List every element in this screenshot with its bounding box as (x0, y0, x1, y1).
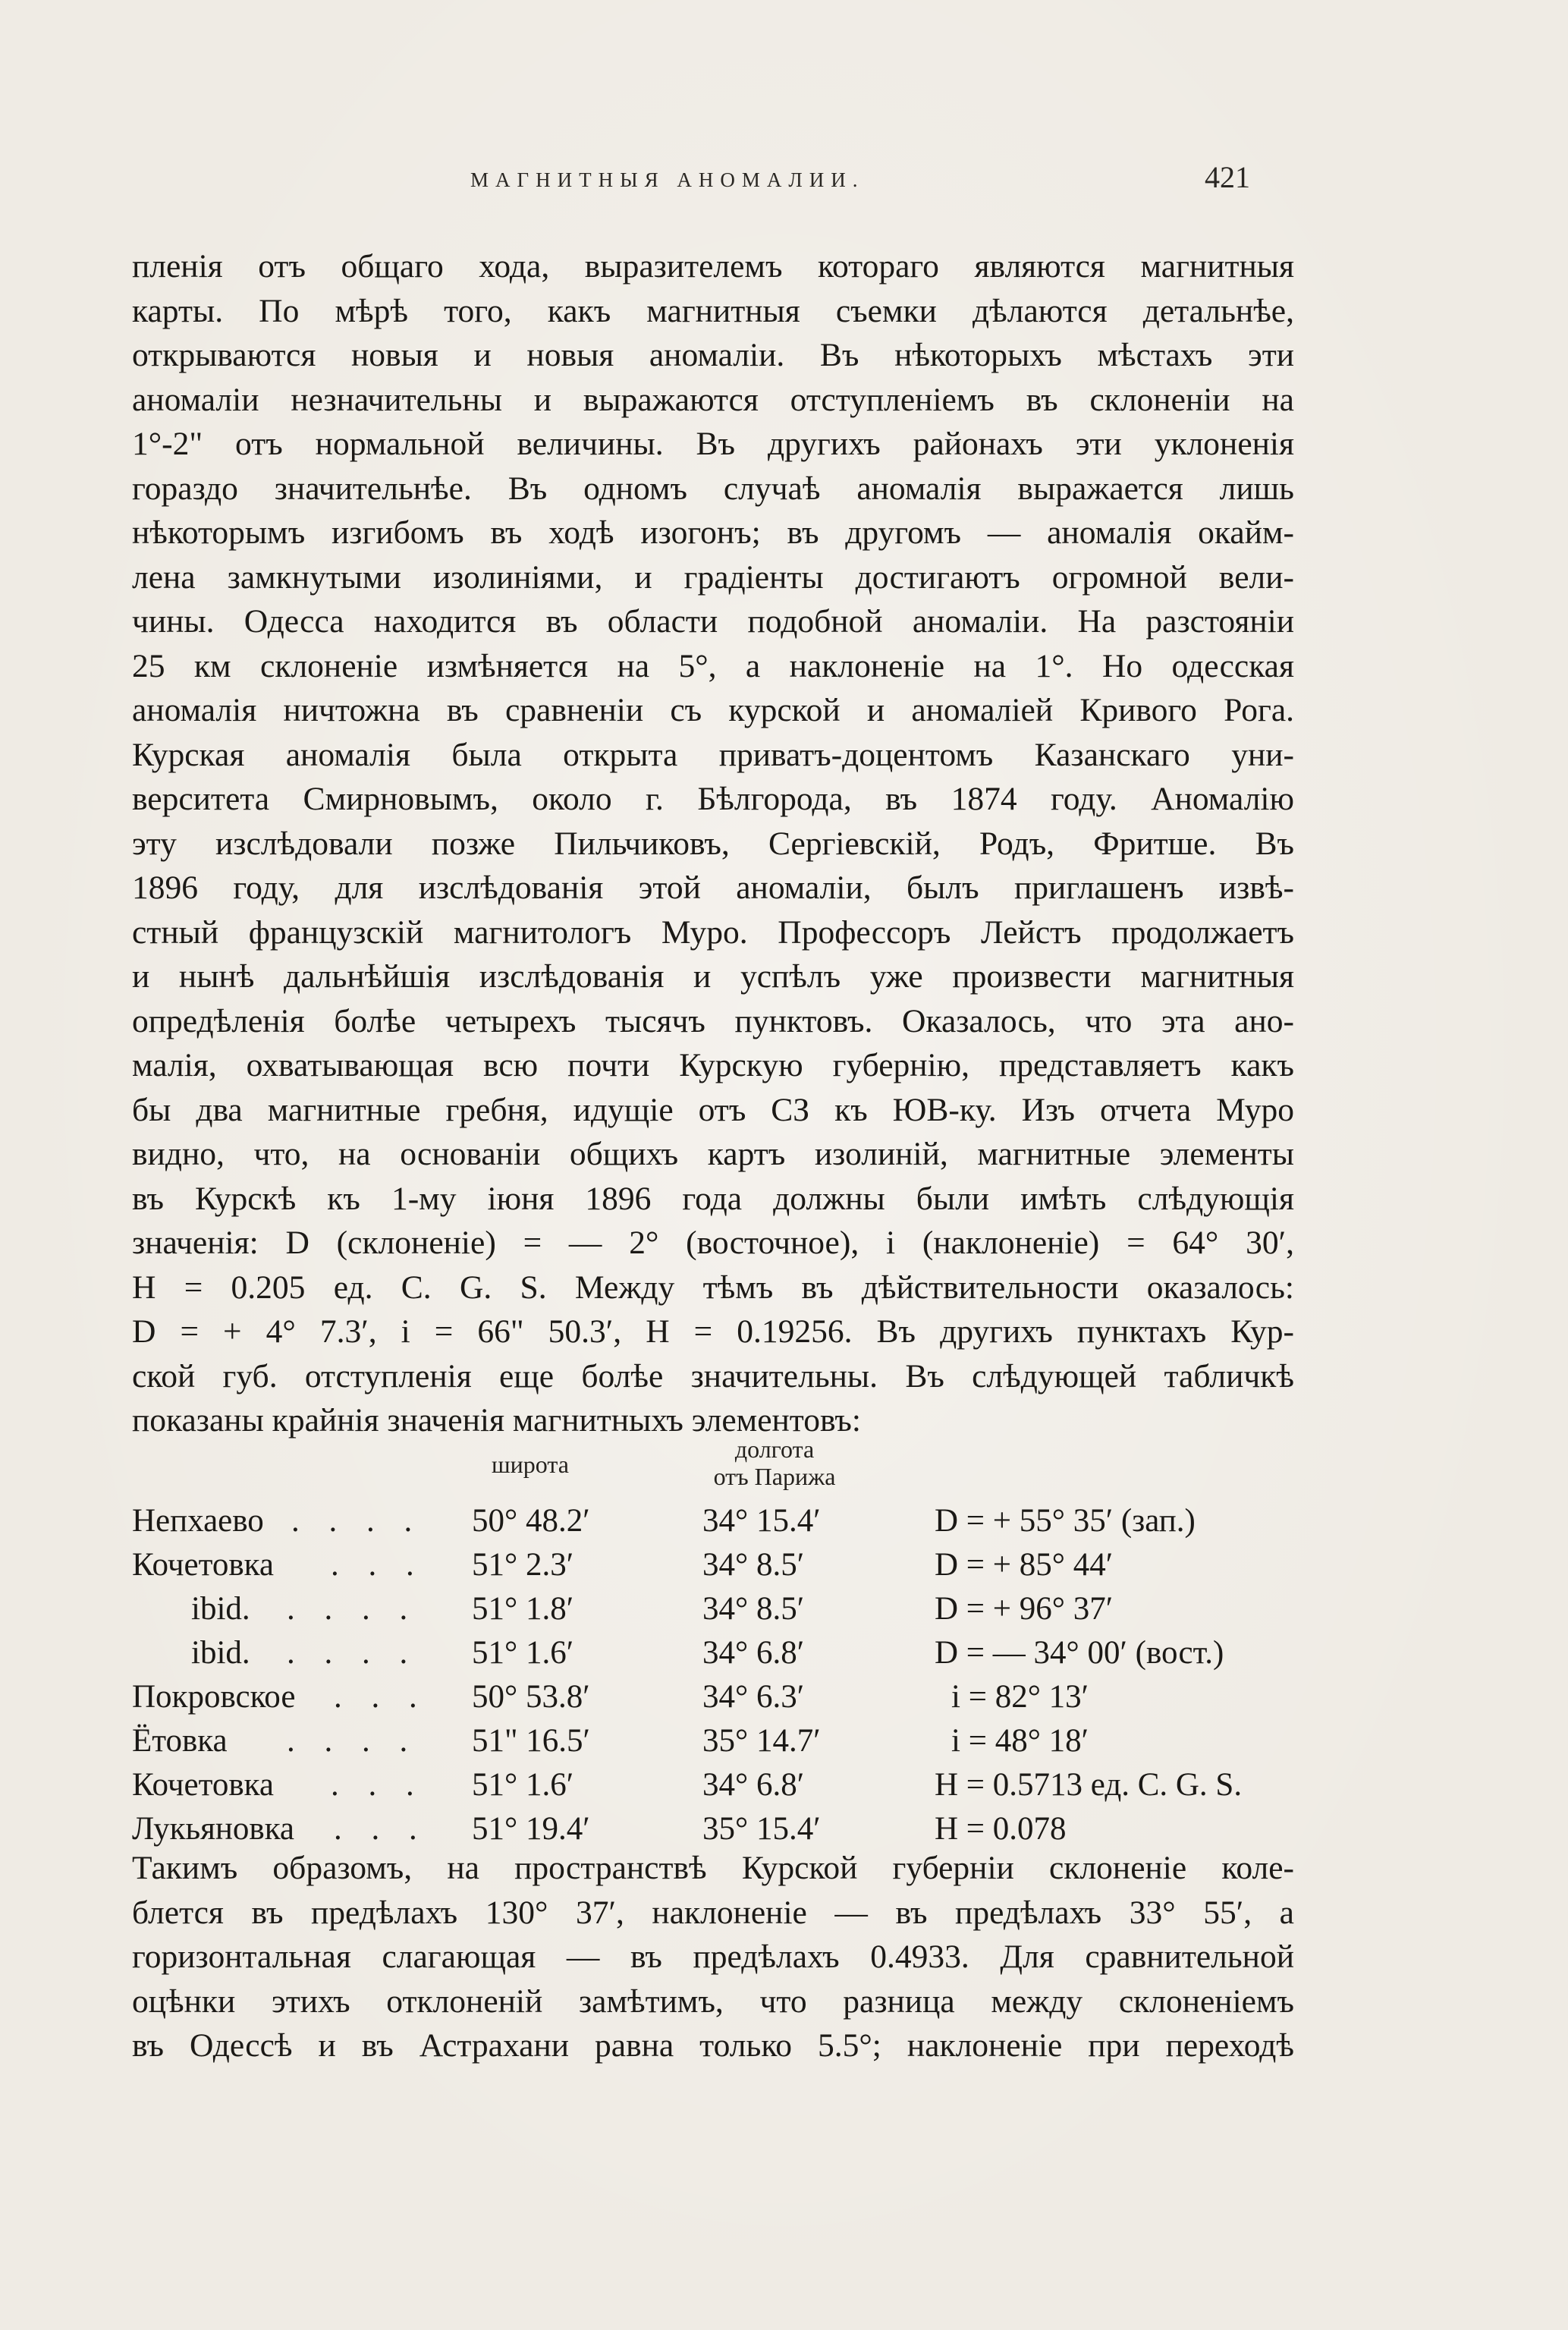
text-line: H = 0.205 ед. C. G. S. Между тѣмъ въ дѣйствительности оказалось: (132, 1269, 1294, 1306)
text-line: 1°-2" отъ нормальной величины. Въ другихъ районахъ эти уклоненія (132, 426, 1294, 462)
table-row (132, 1719, 1315, 1763)
leader-dots: . . . . (291, 1503, 423, 1539)
text-line: ской губ. отступленія еще болѣе значительны. Въ слѣдующей табличкѣ (132, 1357, 1294, 1395)
text-line: чины. Одесса находится въ области подобной аномаліи. На разстояніи (132, 603, 1294, 640)
text-line: бы два магнитные гребня, идущіе отъ СЗ къ ЮВ-ку. Изъ отчета Муро (132, 1091, 1294, 1128)
text-line: аномалія ничтожна въ сравненіи съ курской и аномаліей Кривого Рога. (132, 692, 1294, 728)
longitude-value: 34° 6.8′ (702, 1767, 805, 1803)
text-line: въ Курскѣ къ 1-му іюня 1896 года должны были имѣть слѣдующія (132, 1180, 1294, 1217)
place-name: Ётовка (132, 1723, 228, 1759)
leader-dots: . . . . (287, 1591, 419, 1627)
element-value: H = 0.078 (935, 1811, 1067, 1847)
text-line: показаны крайнія значенія магнитныхъ элементовъ: (132, 1402, 862, 1439)
column-header-longitude-line2: отъ Парижа (713, 1463, 836, 1490)
longitude-value: 34° 15.4′ (702, 1503, 821, 1539)
element-value: i = 48° 18′ (951, 1723, 1089, 1759)
text-line: и нынѣ дальнѣйшія изслѣдованія и успѣлъ уже произвести магнитныя (132, 958, 1294, 995)
longitude-value: 34° 8.5′ (702, 1547, 805, 1583)
longitude-value: 34° 6.3′ (702, 1679, 805, 1715)
text-line: видно, что, на основаніи общихъ картъ изолиній, магнитные элементы (132, 1136, 1294, 1172)
table-row (132, 1631, 1315, 1675)
text-line: въ Одессѣ и въ Астрахани равна только 5.5°; наклоненіе при переходѣ (132, 2027, 1294, 2064)
leader-dots: . . . . (287, 1635, 419, 1671)
latitude-value: 51° 1.6′ (472, 1635, 574, 1671)
place-name: Кочетовка (132, 1767, 274, 1803)
text-line: блется въ предѣлахъ 130° 37′, наклоненіе — въ предѣлахъ 33° 55′, а (132, 1894, 1294, 1931)
latitude-value: 51° 1.8′ (472, 1591, 574, 1627)
text-line: Курская аномалія была открыта приватъ-доцентомъ Казанскаго уни- (132, 736, 1294, 773)
latitude-value: 51° 19.4′ (472, 1811, 590, 1847)
place-name: ibid. (191, 1591, 250, 1627)
leader-dots: . . . (331, 1547, 425, 1583)
text-line: нѣкоторымъ изгибомъ въ ходѣ изогонъ; въ другомъ — аномалія окайм- (132, 514, 1294, 551)
latitude-value: 50° 48.2′ (472, 1503, 590, 1539)
text-line: 1896 году, для изслѣдованія этой аномаліи, былъ приглашенъ извѣ- (132, 869, 1294, 906)
element-value: D = + 55° 35′ (зап.) (935, 1503, 1196, 1539)
latitude-value: 51" 16.5′ (472, 1723, 590, 1759)
magnetic-elements-table (132, 1434, 1315, 1847)
longitude-value: 35° 14.7′ (702, 1723, 821, 1759)
element-value: D = + 96° 37′ (935, 1591, 1114, 1627)
page-number: 421 (1205, 160, 1250, 194)
longitude-value: 34° 6.8′ (702, 1635, 805, 1671)
text-line: эту изслѣдовали позже Пильчиковъ, Сергіевскій, Родъ, Фритше. Въ (132, 825, 1294, 862)
latitude-value: 50° 53.8′ (472, 1679, 590, 1715)
place-name: Непхаево (132, 1503, 264, 1539)
latitude-value: 51° 1.6′ (472, 1767, 574, 1803)
element-value: H = 0.5713 ед. C. G. S. (935, 1767, 1243, 1803)
text-line: пленія отъ общаго хода, выразителемъ котораго являются магнитныя (132, 248, 1294, 285)
place-name: ibid. (191, 1635, 250, 1671)
leader-dots: . . . (331, 1767, 425, 1803)
table-row (132, 1499, 1315, 1543)
leader-dots: . . . . (287, 1723, 419, 1759)
text-line: карты. По мѣрѣ того, какъ магнитныя съемки дѣлаются детальнѣе, (132, 292, 1294, 329)
longitude-value: 35° 15.4′ (702, 1811, 821, 1847)
longitude-value: 34° 8.5′ (702, 1591, 805, 1627)
text-line: верситета Смирновымъ, около г. Бѣлгорода, въ 1874 году. Аномалію (132, 781, 1294, 817)
table-row (132, 1543, 1315, 1587)
leader-dots: . . . (334, 1811, 428, 1847)
place-name: Кочетовка (132, 1547, 274, 1583)
latitude-value: 51° 2.3′ (472, 1547, 574, 1583)
text-line: D = + 4° 7.3′, i = 66" 50.3′, H = 0.19256. Въ другихъ пунктахъ Кур- (132, 1313, 1294, 1350)
text-line: оцѣнки этихъ отклоненій замѣтимъ, что разница между склоненіемъ (132, 1983, 1294, 2020)
running-title: МАГНИТНЫЯ АНОМАЛИИ. (470, 168, 865, 191)
text-line: 25 км склоненіе измѣняется на 5°, а наклоненіе на 1°. Но одесская (132, 647, 1294, 684)
closing-paragraph (132, 1846, 1294, 2068)
text-line: открываются новыя и новыя аномаліи. Въ нѣкоторыхъ мѣстахъ эти (132, 337, 1294, 373)
text-line: лена замкнутыми изолиніями, и градіенты достигаютъ огромной вели- (132, 558, 1294, 596)
text-line: малія, охватывающая всю почти Курскую губернію, представляетъ какъ (132, 1047, 1294, 1083)
place-name: Покровское (132, 1679, 296, 1715)
text-line: стный французскій магнитологъ Муро. Профессоръ Лейстъ продолжаетъ (132, 913, 1294, 951)
text-line: гораздо значительнѣе. Въ одномъ случаѣ аномалія выражается лишь (132, 470, 1294, 507)
column-header-longitude-line1: долгота (734, 1435, 815, 1463)
leader-dots: . . . (334, 1679, 428, 1715)
main-paragraph (132, 244, 1294, 1443)
element-value: D = — 34° 00′ (вост.) (935, 1635, 1224, 1671)
text-line: горизонтальная слагающая — въ предѣлахъ 0.4933. Для сравнительной (132, 1939, 1294, 1975)
text-line: Такимъ образомъ, на пространствѣ Курской губерніи склоненіе коле- (132, 1850, 1294, 1886)
table-row (132, 1807, 1315, 1851)
table-row (132, 1675, 1315, 1719)
place-name: Лукьяновка (132, 1811, 295, 1847)
text-line: опредѣленія болѣе четырехъ тысячъ пунктовъ. Оказалось, что эта ано- (132, 1002, 1294, 1039)
column-header-latitude: широта (492, 1451, 569, 1478)
text-line: значенія: D (склоненіе) = — 2° (восточное), i (наклоненіе) = 64° 30′, (132, 1225, 1294, 1261)
element-value: D = + 85° 44′ (935, 1547, 1114, 1583)
table-row (132, 1763, 1315, 1807)
element-value: i = 82° 13′ (951, 1679, 1089, 1715)
table-row (132, 1587, 1315, 1631)
text-line: аномаліи незначительны и выражаются отступленіемъ въ склоненіи на (132, 381, 1294, 418)
column-header-longitude (665, 1435, 885, 1490)
